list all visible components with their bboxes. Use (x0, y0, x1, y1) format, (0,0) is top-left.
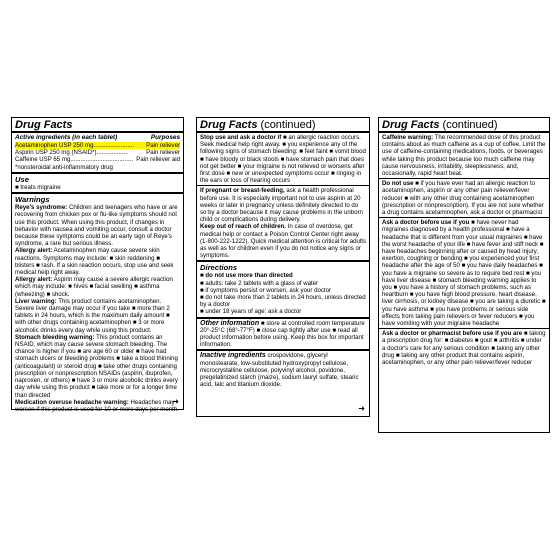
continue-arrow-icon: ➜ (358, 404, 365, 413)
other-information-section: Other information ■ store at controlled room temperature 20°-25°C (68°-77°F) ■ close cap tightly after use ■ read all product information before using. Keep this box for important information. (200, 319, 365, 349)
ingredient-row: Aspirin USP 250 mg (NSAID*)................... Pain reliever (15, 149, 180, 157)
stomach-bleeding-warning: Stomach bleeding warning: This product contains an NSAID, which may cause severe stomach bleeding. The chance is higher if you ■ are age 60 or older ■ have had stomach ulcers or bleeding problems ■ take a blood thinning (anticoagulant) or steroid drug ■ take other drugs containing prescription or nonprescription NSAIDs (aspirin, ibuprofen, naproxen, or others) ■ have 3 or more alcoholic drinks every day while using this product ■ take more or for a longer time than directed (15, 333, 178, 399)
do-not-use-section: Do not use ■ if you have ever had an allergic reaction to acetaminophen, aspirin or any other pain reliever/fever reducer ■ with any other drug containing acetaminophen (prescription or nonprescription). If you are not sure whether a drug contains acetaminophen, ask a doctor or pharmacist (382, 180, 544, 217)
warnings-section (12, 194, 183, 414)
drug-facts-panel-3 (378, 117, 550, 433)
list-item: ■ if symptoms persist or worsen, ask your doctor (200, 286, 332, 294)
list-item: ■ adults: take 2 tablets with a glass of water (200, 279, 319, 287)
keep-out-of-reach: Keep out of reach of children. In case of overdose, get medical help or contact a Poison Control Center right away (1-800-222-1222). Quick medical attention is critical for adults as well as for children even if you do not notice any signs or symptoms. (200, 223, 366, 260)
liver-warning: Liver warning: This product contains acetaminophen. Severe liver damage may occur if you take ■ more than 2 tablets in 24 hours, which is the maximum daily amount ■ with other drugs containing acetaminophen ■ 3 or more alcoholic drinks every day while using this product. (15, 297, 170, 334)
panel-title: Drug Facts (continued) (200, 119, 316, 131)
drug-facts-panel-1 (11, 117, 184, 413)
nsaid-footnote: *nonsteroidal anti-inflammatory drug (15, 163, 113, 171)
reyes-warning: Reye's syndrome: Children and teenagers who have or are recovering from chicken pox or flu-like symptoms should not use this product. When using this product, if changes in behavior with nausea and vomiting occur, consult a doctor because these symptoms could be an early sign of Reye's syndrome, a rare but serious illness. (15, 204, 178, 248)
panel-title: Drug Facts (15, 119, 73, 131)
allergy-alert-acetaminophen: Allergy alert: Acetaminophen may cause severe skin reactions. Symptoms may include: ■ skin reddening ■ blisters ■ rash. If a skin reaction occurs, stop use and seek medical help right away. (15, 247, 174, 277)
list-item: ■ under 18 years of age: ask a doctor (200, 308, 302, 316)
allergy-alert-aspirin: Allergy alert: Aspirin may cause a severe allergic reaction which may include: ■ hives ■ facial swelling ■ asthma (wheezing) ■ shock. (15, 276, 173, 298)
ingredient-row: Acetaminophen USP 250 mg........................ Pain reliever (15, 142, 180, 149)
list-item: ■ do not use more than directed (200, 272, 293, 280)
warnings-heading: Warnings (15, 195, 50, 205)
caffeine-warning-section: Caffeine warning: The recommended dose of this product contains about as much caffeine as a cup of coffee. Limit the use of caffeine-containing medications, foods, or beverages while taking this product because too much caffeine may cause nervousness, irritability, sleeplessness, and, occasionally, rapid heart beat. (382, 134, 546, 178)
ask-pharmacist-section: Ask a doctor or pharmacist before use if you are ■ taking a prescription drug for: ■ diabetes ■ gout ■ arthritis ■ under a doctor's care for any serious condition ■ taking any other drug ■ taking any other product that contains aspirin, acetaminophen, or any other pain reliever/fever reducer (382, 330, 546, 367)
panel-title: Drug Facts (continued) (382, 119, 498, 131)
list-item: ■ do not take more than 2 tablets in 24 hours, unless directed by a doctor (200, 294, 366, 309)
use-section (12, 174, 183, 192)
ingredient-row: Caffeine USP 65 mg..................................... Pain reliever aid (15, 156, 180, 164)
use-text: ■ treats migraine (15, 184, 61, 192)
pregnancy-section: If pregnant or breast-feeding, ask a health professional before use. It is especially important not to use aspirin at 20 weeks or later in pregnancy unless definitely directed to do so by a doctor because it may cause problems in the unborn child or complications during delivery. Keep out of reach of children. In case of overdose, get medical help or contact a Poison Control Center right away (1-800-222-1222). Quick medical attention is critical for adults as well as for children even if you do not notice any signs or symptoms. (200, 187, 366, 260)
continue-arrow-icon: ➜ (172, 397, 179, 406)
directions-heading: Directions (200, 263, 238, 273)
directions-list (200, 272, 366, 315)
inactive-ingredients-section: Inactive ingredients crospovidone, glyceryl monostearate, low-substituted hydroxypropyl cellulose, microcrystalline cellulose, polyvinyl alcohol, povidone, pregelatinized starch (maize), sodium lauryl sulfate, stearic acid, talc and titanium dioxide. (200, 352, 359, 389)
stop-use-section: Stop use and ask a doctor if ■ an allergic reaction occurs. Seek medical help right away. ■ you experience any of the following signs of stomach bleeding: ■ feel faint ■ vomit blood ■ have bloody or black stools ■ have stomach pain that does not get better ■ your migraine is not relieved or worsens after first dose ■ new or unexpected symptoms occur ■ ringing in the ears or loss of hearing occurs (200, 134, 366, 185)
active-ingredients-header: Active ingredients (in each tablet) (15, 134, 118, 141)
overuse-headache-warning: Medication overuse headache warning: Headaches may worsen if this product is used for 10 or more days per month. (15, 398, 179, 413)
directions-section (197, 262, 369, 316)
use-heading: Use (15, 174, 29, 184)
drug-facts-panel-2 (196, 117, 370, 417)
purposes-header: Purposes (150, 134, 180, 141)
ask-doctor-section: Ask a doctor before use if you ■ have never had migraines diagnosed by a health professional ■ have a headache that is different from your usual migraines ■ have the worst headache of your life ■ have fever and stiff neck ■ have headaches beginning after or caused by head injury, exertion, coughing or bending ■ you experienced your first headache after the age of 50 ■ you have daily headaches ■ you have a migraine so severe as to require bed rest ■ you have liver disease ■ stomach bleeding warning applies to you ■ you have a history of stomach problems, such as heartburn ■ you have high blood pressure, heart disease, liver cirrhosis, or kidney disease ■ you are taking a diuretic ■ you have asthma ■ you have problems or serious side effects from taking pain relievers or fever reducers ■ you have vomiting with your migraine headache (382, 219, 546, 328)
active-ingredients-section (12, 133, 183, 172)
